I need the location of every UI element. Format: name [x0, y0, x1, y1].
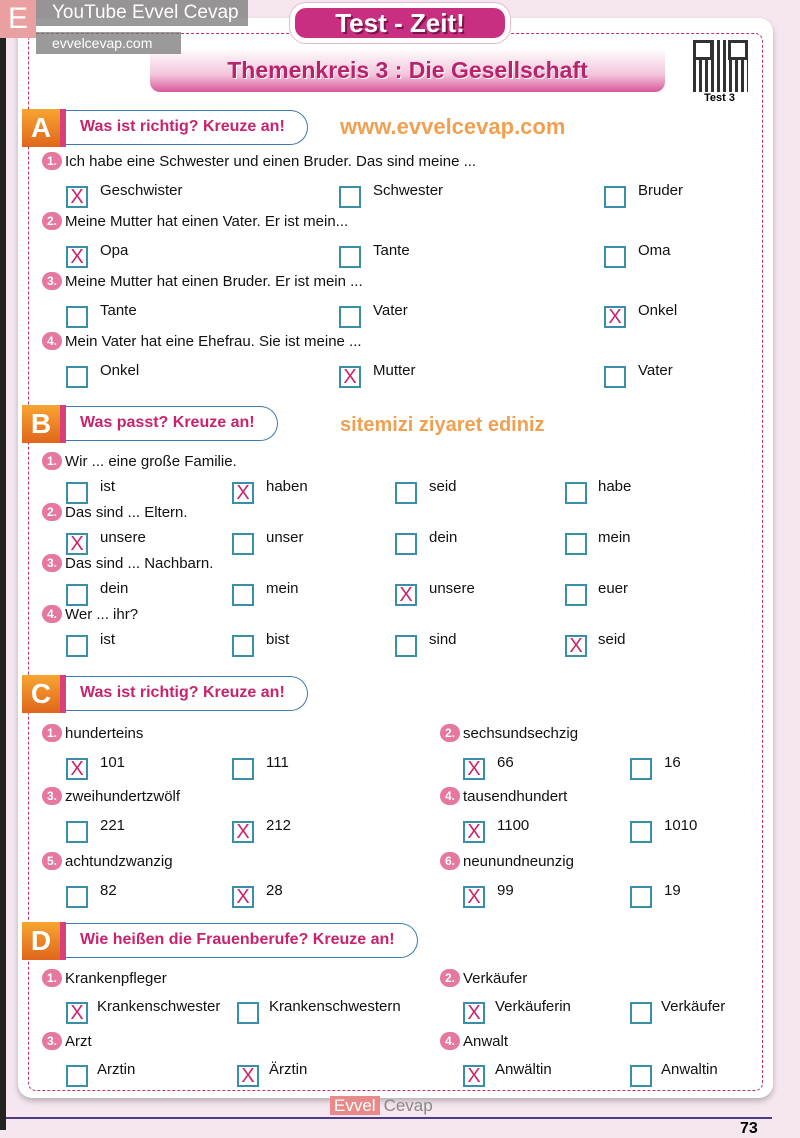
answer-checkbox[interactable]	[395, 635, 417, 657]
answer-label: sind	[429, 631, 457, 648]
answer-checkbox-checked[interactable]: X	[66, 246, 88, 268]
question	[42, 452, 237, 470]
answer-checkbox-checked[interactable]: X	[463, 758, 485, 780]
answer-checkbox[interactable]	[66, 1065, 88, 1087]
question-number: 3.	[42, 1032, 62, 1050]
answer-label: mein	[266, 580, 299, 597]
answer-label: Opa	[100, 242, 129, 259]
answer-checkbox[interactable]	[66, 821, 88, 843]
answer-label: haben	[266, 478, 308, 495]
question	[42, 152, 476, 170]
answer-checkbox[interactable]	[395, 533, 417, 555]
question	[440, 724, 578, 742]
answer-label: 28	[266, 882, 283, 899]
section-title: Was ist richtig? Kreuze an!	[66, 676, 308, 711]
section-title: Was ist richtig? Kreuze an!	[66, 110, 308, 145]
question-text: Verkäufer	[463, 970, 528, 987]
question-text: Meine Mutter hat einen Bruder. Er ist mein ...	[65, 273, 363, 290]
answer-checkbox[interactable]	[630, 1065, 652, 1087]
answer-label: Schwester	[373, 182, 444, 199]
question-number: 3.	[42, 554, 62, 572]
answer-label: 66	[497, 754, 514, 771]
question	[42, 605, 138, 623]
question	[42, 1032, 92, 1050]
answer-checkbox-checked[interactable]: X	[604, 306, 626, 328]
answer-checkbox[interactable]	[604, 186, 626, 208]
qr-code-icon	[693, 40, 748, 92]
watermark-channel: YouTube Evvel Cevap	[36, 0, 248, 26]
section-letter: B	[22, 405, 66, 443]
footer-line	[6, 1117, 772, 1119]
question-number: 5.	[42, 852, 62, 870]
answer-checkbox-checked[interactable]: X	[565, 635, 587, 657]
question-text: Wir ... eine große Familie.	[65, 453, 237, 470]
answer-label: 221	[100, 817, 126, 834]
answer-checkbox[interactable]	[66, 635, 88, 657]
answer-label: 212	[266, 817, 292, 834]
answer-label: Oma	[638, 242, 671, 259]
page-number: 73	[740, 1120, 758, 1137]
answer-checkbox-checked[interactable]: X	[237, 1065, 259, 1087]
watermark-site: evvelcevap.com	[36, 32, 181, 54]
answer-checkbox-checked[interactable]: X	[463, 886, 485, 908]
section-letter: A	[22, 109, 66, 147]
question	[440, 852, 574, 870]
question-number: 1.	[42, 152, 62, 170]
answer-label: habe	[598, 478, 632, 495]
answer-checkbox[interactable]	[630, 886, 652, 908]
answer-label: euer	[598, 580, 629, 597]
answer-checkbox[interactable]	[66, 886, 88, 908]
answer-label: 1100	[497, 817, 530, 834]
question-text: Krankenpfleger	[65, 970, 167, 987]
answer-checkbox[interactable]	[604, 246, 626, 268]
answer-label: 16	[664, 754, 681, 771]
answer-label: 1010	[664, 817, 698, 834]
answer-checkbox-checked[interactable]: X	[66, 758, 88, 780]
answer-checkbox[interactable]	[630, 1002, 652, 1024]
question-text: achtundzwanzig	[65, 853, 173, 870]
question-number: 2.	[440, 724, 460, 742]
question-text: Das sind ... Nachbarn.	[65, 555, 214, 572]
answer-label: Verkäuferin	[495, 998, 571, 1015]
question-text: Meine Mutter hat einen Vater. Er ist mein...	[65, 213, 349, 230]
answer-checkbox-checked[interactable]: X	[66, 186, 88, 208]
answer-checkbox[interactable]	[604, 366, 626, 388]
answer-label: Onkel	[100, 362, 140, 379]
answer-checkbox-checked[interactable]: X	[463, 1002, 485, 1024]
answer-checkbox-checked[interactable]: X	[232, 482, 254, 504]
answer-label: 111	[266, 754, 289, 771]
answer-label: ist	[100, 478, 115, 495]
watermark-bottom-b: Cevap	[383, 1096, 433, 1115]
answer-checkbox-checked[interactable]: X	[232, 886, 254, 908]
question-number: 2.	[42, 212, 62, 230]
question	[42, 724, 143, 742]
answer-label: 82	[100, 882, 117, 899]
answer-checkbox[interactable]	[66, 482, 88, 504]
answer-checkbox[interactable]	[232, 758, 254, 780]
question-text: hunderteins	[65, 725, 144, 742]
question	[440, 787, 567, 805]
answer-label: unser	[266, 529, 304, 546]
section-title: Was passt? Kreuze an!	[66, 406, 278, 441]
answer-label: unsere	[100, 529, 146, 546]
question-text: Ich habe eine Schwester und einen Bruder. Das sind meine ...	[65, 153, 477, 170]
question-text: zweihundertzwölf	[65, 788, 181, 805]
answer-checkbox[interactable]	[565, 482, 587, 504]
answer-checkbox[interactable]	[66, 366, 88, 388]
section-letter: D	[22, 922, 66, 960]
answer-checkbox-checked[interactable]: X	[395, 584, 417, 606]
answer-checkbox-checked[interactable]: X	[66, 1002, 88, 1024]
watermark-bottom	[330, 1096, 433, 1116]
question-number: 1.	[42, 724, 62, 742]
answer-label: Geschwister	[100, 182, 183, 199]
answer-label: seid	[598, 631, 626, 648]
question-number: 4.	[440, 1032, 460, 1050]
answer-checkbox-checked[interactable]: X	[66, 533, 88, 555]
question-number: 6.	[440, 852, 460, 870]
answer-label: 19	[664, 882, 681, 899]
answer-checkbox[interactable]	[237, 1002, 259, 1024]
answer-label: Arztin	[97, 1061, 136, 1078]
answer-label: Krankenschwester	[97, 998, 221, 1015]
answer-label: Bruder	[638, 182, 684, 199]
question	[42, 787, 180, 805]
answer-checkbox[interactable]	[232, 584, 254, 606]
question-text: tausendhundert	[463, 788, 568, 805]
answer-checkbox[interactable]	[339, 246, 361, 268]
answer-checkbox[interactable]	[232, 635, 254, 657]
answer-label: Verkäufer	[661, 998, 726, 1015]
answer-checkbox-checked[interactable]: X	[463, 1065, 485, 1087]
question	[42, 503, 188, 521]
answer-checkbox-checked[interactable]: X	[232, 821, 254, 843]
page-title: Themenkreis 3 : Die Gesellschaft	[150, 48, 665, 92]
answer-label: Mutter	[373, 362, 416, 379]
section-title: Wie heißen die Frauenberufe? Kreuze an!	[66, 923, 418, 958]
question	[42, 554, 213, 572]
answer-label: ist	[100, 631, 115, 648]
answer-label: seid	[429, 478, 457, 495]
answer-label: Anwaltin	[661, 1061, 718, 1078]
answer-checkbox[interactable]	[232, 533, 254, 555]
question-number: 4.	[440, 787, 460, 805]
answer-checkbox[interactable]	[395, 482, 417, 504]
answer-label: Vater	[638, 362, 673, 379]
question-text: neunundneunzig	[463, 853, 574, 870]
question-number: 1.	[42, 452, 62, 470]
question-number: 3.	[42, 272, 62, 290]
test-zeit-badge: Test - Zeit!	[290, 3, 510, 43]
answer-checkbox-checked[interactable]: X	[463, 821, 485, 843]
question-number: 3.	[42, 787, 62, 805]
qr-label: Test 3	[704, 92, 735, 104]
watermark-bottom-a: Evvel	[330, 1096, 380, 1115]
answer-label: unsere	[429, 580, 475, 597]
answer-label: Ärztin	[269, 1061, 308, 1078]
question-number: 4.	[42, 605, 62, 623]
question	[440, 1032, 508, 1050]
question-number: 4.	[42, 332, 62, 350]
answer-label: Tante	[373, 242, 410, 259]
question	[42, 212, 348, 230]
question	[42, 272, 363, 290]
watermark-diagonal-2: sitemizi ziyaret ediniz	[340, 414, 545, 436]
watermark-logo: E	[0, 0, 36, 38]
answer-checkbox[interactable]	[565, 533, 587, 555]
answer-label: Krankenschwestern	[269, 998, 401, 1015]
answer-label: Onkel	[638, 302, 678, 319]
answer-label: 99	[497, 882, 514, 899]
answer-label: Vater	[373, 302, 408, 319]
answer-label: Tante	[100, 302, 137, 319]
answer-label: dein	[100, 580, 129, 597]
answer-label: Anwältin	[495, 1061, 552, 1078]
answer-checkbox[interactable]	[66, 306, 88, 328]
answer-checkbox[interactable]	[630, 821, 652, 843]
question-text: Anwalt	[463, 1033, 509, 1050]
watermark-diagonal: www.evvelcevap.com	[340, 114, 566, 139]
answer-checkbox[interactable]	[66, 584, 88, 606]
answer-label: 101	[100, 754, 126, 771]
question-number: 1.	[42, 969, 62, 987]
answer-checkbox[interactable]	[339, 186, 361, 208]
answer-checkbox[interactable]	[565, 584, 587, 606]
question-text: sechsundsechzig	[463, 725, 579, 742]
question-text: Mein Vater hat eine Ehefrau. Sie ist meine ...	[65, 333, 362, 350]
question	[42, 332, 362, 350]
question-number: 2.	[42, 503, 62, 521]
answer-label: mein	[598, 529, 631, 546]
question-text: Arzt	[65, 1033, 92, 1050]
question-text: Das sind ... Eltern.	[65, 504, 188, 521]
question	[440, 969, 527, 987]
question-number: 2.	[440, 969, 460, 987]
answer-label: dein	[429, 529, 458, 546]
question	[42, 969, 167, 987]
section-letter: C	[22, 675, 66, 713]
answer-checkbox[interactable]	[630, 758, 652, 780]
answer-label: bist	[266, 631, 290, 648]
question	[42, 852, 173, 870]
answer-checkbox[interactable]	[339, 306, 361, 328]
page-edge	[0, 0, 6, 1130]
question-text: Wer ... ihr?	[65, 606, 139, 623]
answer-checkbox-checked[interactable]: X	[339, 366, 361, 388]
